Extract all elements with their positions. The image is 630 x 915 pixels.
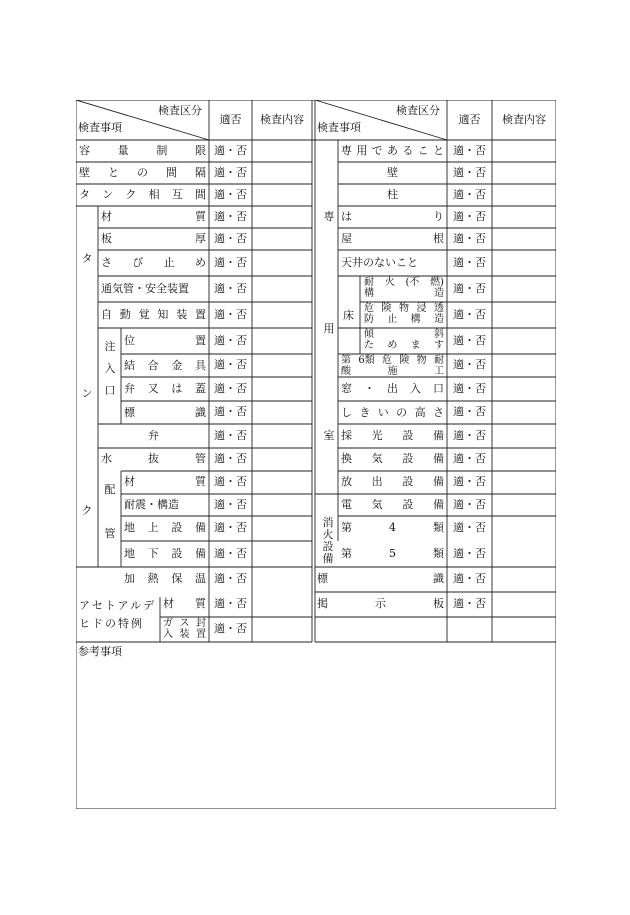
left-result-21[interactable]: 適・否	[214, 622, 247, 635]
right-result-11[interactable]: 適・否	[453, 382, 486, 395]
right-result-2[interactable]: 適・否	[453, 166, 486, 179]
left-header-category: 検査区分	[158, 104, 202, 117]
row-slope-2: た め ま す	[364, 340, 444, 351]
row-threshold: し き い の 高 さ	[341, 406, 444, 419]
right-result-18[interactable]: 適・否	[453, 547, 486, 560]
row-class6-1: 第 6類 危 険 物 耐	[341, 355, 444, 366]
row-right-sign: 標 識	[317, 572, 444, 585]
row-above-ground: 地 上 設 備	[124, 521, 206, 534]
left-result-18[interactable]: 適・否	[214, 547, 247, 560]
left-result-7[interactable]: 適・否	[214, 282, 247, 295]
row-class6-2: 酸 施 工	[341, 366, 444, 377]
right-result-7[interactable]: 適・否	[453, 282, 486, 295]
acetaldehyde-title-1: アセトアルデ	[79, 599, 157, 612]
right-result-19[interactable]: 適・否	[453, 572, 486, 585]
piping-label: 配 管	[104, 483, 116, 540]
row-lighting: 採 光 設 備	[341, 429, 444, 442]
room-char-1: 専	[323, 210, 335, 223]
row-fitting: 結 合 金 具	[124, 359, 206, 372]
row-pipe-material: 材 質	[124, 475, 206, 488]
row-seepage-1: 危 険 物 浸 透	[364, 303, 444, 314]
row-drain-pipe: 水 抜 管	[101, 452, 206, 465]
left-result-3[interactable]: 適・否	[214, 188, 247, 201]
left-result-9[interactable]: 適・否	[214, 334, 247, 347]
left-header-result: 適否	[219, 113, 242, 126]
row-seepage-2: 防 止 構 造	[364, 314, 444, 325]
row-heat-insulation: 加 熱 保 温	[124, 572, 206, 585]
left-result-20[interactable]: 適・否	[214, 597, 247, 610]
right-result-16[interactable]: 適・否	[453, 498, 486, 511]
right-result-14[interactable]: 適・否	[453, 452, 486, 465]
row-electrical: 電 気 設 備	[341, 498, 444, 511]
row-valve-cover: 弁 又 は 蓋	[124, 382, 206, 395]
notes-area[interactable]	[78, 662, 554, 806]
row-fireproof-1: 耐 火 (不 燃)	[364, 277, 444, 288]
left-result-14[interactable]: 適・否	[214, 452, 247, 465]
right-result-17[interactable]: 適・否	[453, 521, 486, 534]
left-result-15[interactable]: 適・否	[214, 475, 247, 488]
row-position: 位 置	[124, 334, 206, 347]
acetaldehyde-title-2: ヒドの特例	[79, 617, 144, 630]
left-result-4[interactable]: 適・否	[214, 210, 247, 223]
right-result-13[interactable]: 適・否	[453, 429, 486, 442]
right-header-item: 検査事項	[317, 121, 361, 134]
inlet-label: 注 入 口	[104, 340, 116, 397]
row-discharge: 放 出 設 備	[341, 475, 444, 488]
row-capacity-limit: 容 量 制 限	[79, 144, 206, 157]
right-result-9[interactable]: 適・否	[453, 334, 486, 347]
row-gas-seal-2: 入 装 置	[163, 629, 206, 640]
row-slope-1: 傾 斜	[364, 329, 444, 340]
left-header-content: 検査内容	[260, 113, 304, 126]
right-result-10[interactable]: 適・否	[453, 358, 486, 371]
left-result-13[interactable]: 適・否	[214, 429, 247, 442]
extinguisher-label: 消 火 設 備	[322, 516, 334, 565]
row-pillar: 柱	[387, 188, 398, 201]
right-result-5[interactable]: 適・否	[453, 232, 486, 245]
left-result-6[interactable]: 適・否	[214, 256, 247, 269]
left-result-11[interactable]: 適・否	[214, 382, 247, 395]
row-tank-distance: タ ン ク 相 互 間	[79, 188, 206, 201]
left-result-17[interactable]: 適・否	[214, 521, 247, 534]
right-result-8[interactable]: 適・否	[453, 308, 486, 321]
right-result-3[interactable]: 適・否	[453, 188, 486, 201]
notes-label: 参考事項	[78, 645, 122, 658]
left-header-item: 検査事項	[78, 121, 122, 134]
row-gas-seal-1: ガ ス 封	[163, 618, 206, 629]
right-header-category: 検査区分	[396, 104, 440, 117]
row-notice-board: 掲 示 板	[317, 597, 444, 610]
right-result-15[interactable]: 適・否	[453, 475, 486, 488]
row-no-ceiling: 天井のないこと	[341, 256, 418, 269]
tank-char-1: タ	[81, 252, 93, 265]
inspection-sheet	[76, 100, 556, 809]
row-valve: 弁	[148, 429, 159, 442]
left-result-1[interactable]: 適・否	[214, 144, 247, 157]
right-result-4[interactable]: 適・否	[453, 210, 486, 223]
row-wall-distance: 壁 と の 間 隔	[79, 166, 206, 179]
row-ventilation: 換 気 設 備	[341, 452, 444, 465]
left-result-19[interactable]: 適・否	[214, 572, 247, 585]
row-wall: 壁	[387, 166, 398, 179]
right-result-6[interactable]: 適・否	[453, 256, 486, 269]
row-rust-prevention: さ び 止 め	[101, 256, 206, 269]
row-thickness: 板 厚	[101, 232, 206, 245]
row-auto-alarm: 自 動 覚 知 装 置	[101, 308, 206, 321]
row-seismic: 耐震・構造	[124, 498, 179, 511]
left-result-2[interactable]: 適・否	[214, 166, 247, 179]
right-result-12[interactable]: 適・否	[453, 405, 486, 418]
tank-char-3: ク	[81, 504, 93, 517]
row-class5: 第 5 類	[341, 547, 444, 560]
left-result-12[interactable]: 適・否	[214, 405, 247, 418]
row-window-door: 窓 ・ 出 入 口	[341, 382, 444, 395]
row-sign: 標 識	[124, 406, 206, 419]
row-fireproof-2: 構 造	[364, 288, 444, 299]
tank-char-2: ン	[81, 387, 93, 400]
row-underground: 地 下 設 備	[124, 547, 206, 560]
left-result-5[interactable]: 適・否	[214, 232, 247, 245]
floor-label: 床	[343, 309, 354, 322]
room-char-3: 室	[323, 429, 335, 442]
left-result-8[interactable]: 適・否	[214, 308, 247, 321]
right-result-20[interactable]: 適・否	[453, 597, 486, 610]
row-special-material: 材 質	[163, 597, 206, 610]
left-result-16[interactable]: 適・否	[214, 498, 247, 511]
left-result-10[interactable]: 適・否	[214, 358, 247, 371]
right-header-content: 検査内容	[502, 113, 546, 126]
right-result-1[interactable]: 適・否	[453, 144, 486, 157]
row-beam: は り	[341, 210, 444, 223]
right-header-result: 適否	[458, 113, 481, 126]
row-class4: 第 4 類	[341, 521, 444, 534]
row-exclusive-use: 専 用 で あ る こ と	[341, 144, 444, 157]
row-material: 材 質	[101, 210, 206, 223]
row-roof: 屋 根	[341, 232, 444, 245]
row-vent-safety: 通気管・安全装置	[101, 282, 189, 295]
room-char-2: 用	[323, 322, 335, 335]
